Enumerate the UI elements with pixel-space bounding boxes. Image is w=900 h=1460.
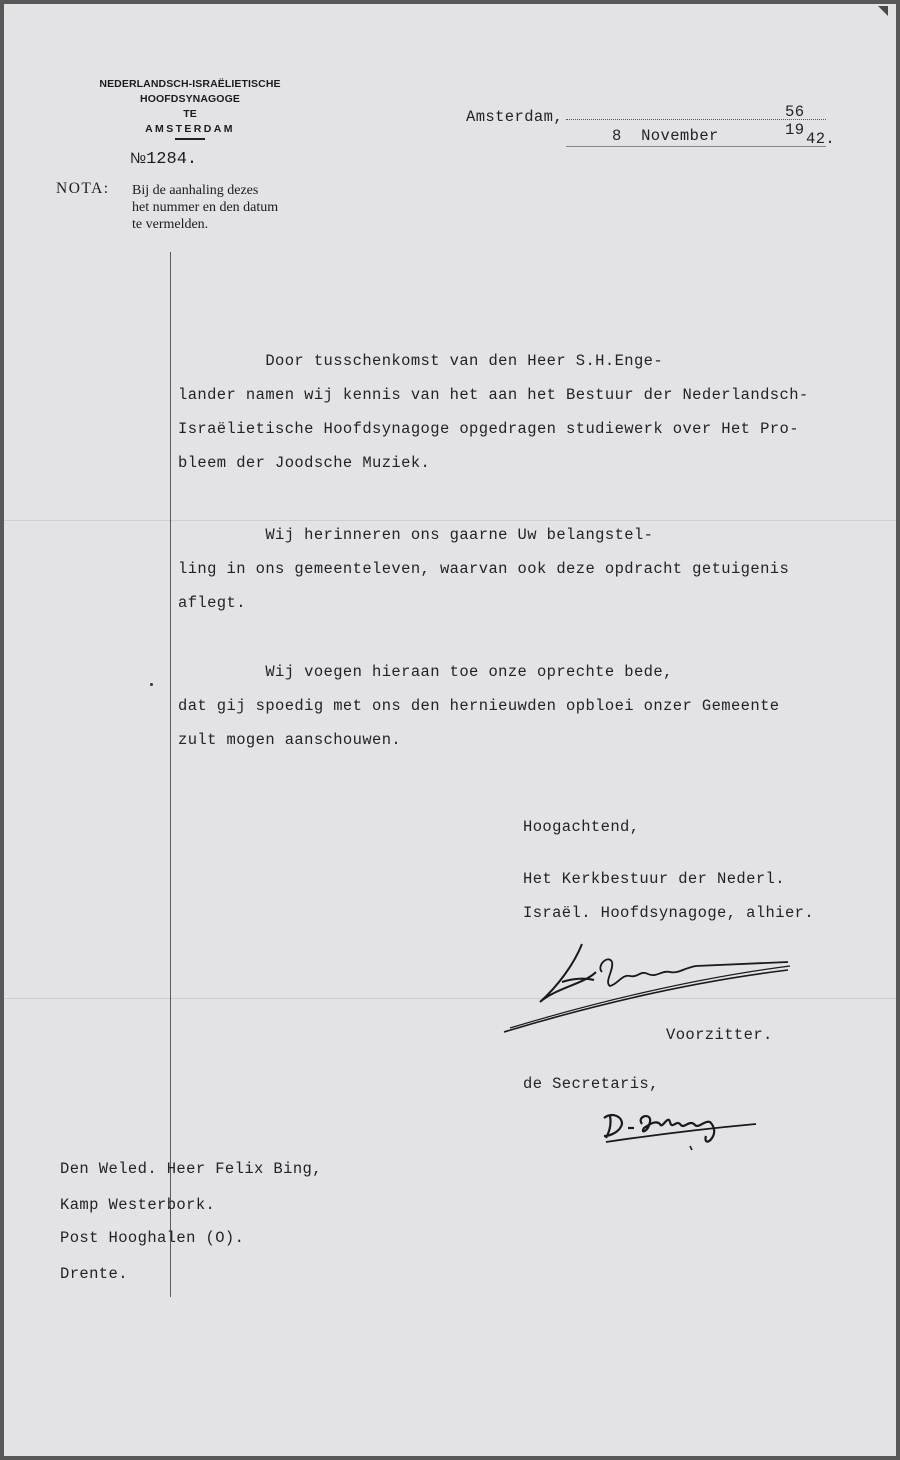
- body-line: bleem der Joodsche Muziek.: [178, 454, 431, 472]
- body-line: ling in ons gemeenteleven, waarvan ook deze opdracht getuigenis: [178, 560, 790, 578]
- address-line: Drente.: [60, 1265, 128, 1283]
- secretary-signature: [600, 1100, 770, 1156]
- letterhead: [84, 77, 296, 140]
- address-line: Den Weled. Heer Felix Bing,: [60, 1160, 322, 1178]
- letterhead-line-3: TE: [183, 108, 197, 120]
- body-line: Israëlietische Hoofdsynagoge opgedragen studiewerk over Het Pro-: [178, 420, 799, 438]
- page-corner: [878, 6, 888, 16]
- date-year-suffix: 42.: [806, 130, 836, 148]
- body-line: Wij herinneren ons gaarne Uw belangstel-: [178, 526, 654, 544]
- letterhead-rule: [175, 138, 205, 140]
- body-line: Door tusschenkomst van den Heer S.H.Enge-: [178, 352, 664, 370]
- nota-label: NOTA:: [56, 180, 110, 197]
- body-line: lander namen wij kennis van het aan het Bestuur der Nederlandsch-: [178, 386, 809, 404]
- closing-sender-line: Israël. Hoofdsynagoge, alhier.: [523, 904, 815, 922]
- letter-number: [130, 150, 197, 169]
- secretary-title: de Secretaris,: [523, 1075, 659, 1093]
- number-value: 1284.: [146, 150, 198, 169]
- number-prefix: №: [130, 150, 147, 167]
- letterhead-line-4: AMSTERDAM: [145, 123, 235, 135]
- nota-line: te vermelden.: [132, 217, 209, 232]
- body-line: zult mogen aanschouwen.: [178, 731, 402, 749]
- date-underline: [566, 146, 826, 147]
- body-line: dat gij spoedig met ons den hernieuwden opbloei onzer Gemeente: [178, 697, 780, 715]
- address-line: Post Hooghalen (O).: [60, 1229, 245, 1247]
- fold-line-upper: [4, 520, 896, 521]
- date-year-prefix: 19: [785, 121, 805, 139]
- closing-greeting: Hoogachtend,: [523, 818, 640, 836]
- ink-dot: [150, 683, 153, 686]
- nota-text: [132, 182, 332, 233]
- address-line: Kamp Westerbork.: [60, 1196, 216, 1214]
- chairman-signature: [500, 936, 800, 1040]
- nota-line: het nummer en den datum: [132, 200, 279, 215]
- nota-line: Bij de aanhaling dezes: [132, 183, 259, 198]
- letterhead-line-2: HOOFDSYNAGOGE: [140, 93, 240, 105]
- chairman-title: Voorzitter.: [666, 1026, 773, 1044]
- date-place: Amsterdam,: [466, 108, 564, 126]
- date-day-month: 8 November: [612, 127, 719, 145]
- closing-sender-line: Het Kerkbestuur der Nederl.: [523, 870, 785, 888]
- body-line: Wij voegen hieraan toe onze oprechte bede,: [178, 663, 673, 681]
- date-year-top: 56: [785, 103, 805, 121]
- body-line: aflegt.: [178, 594, 246, 612]
- letterhead-line-1: NEDERLANDSCH-ISRAËLIETISCHE: [99, 78, 281, 90]
- margin-rule: [170, 252, 171, 1297]
